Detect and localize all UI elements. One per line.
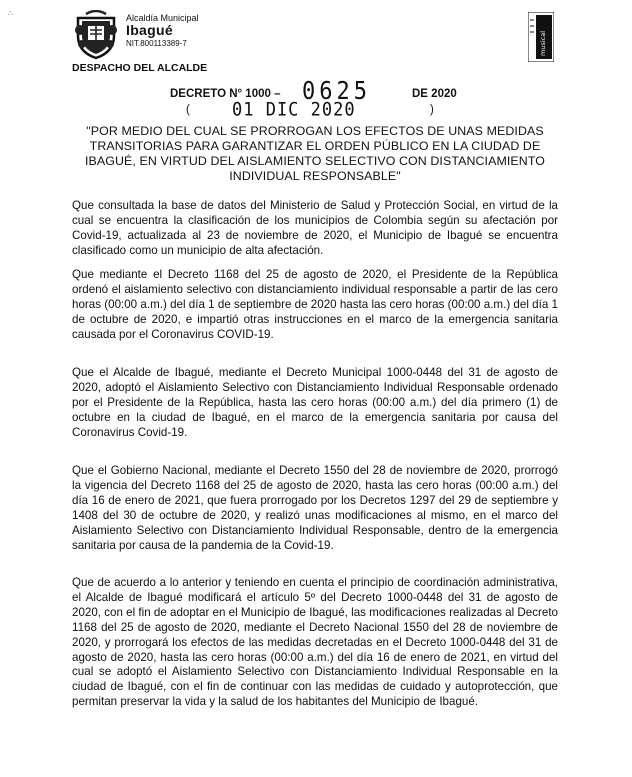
considerando-paragraph: Que el Alcalde de Ibagué, mediante el Decreto Municipal 1000-0448 del 31 de agosto de 2020, adoptó el Aislamiento Selectivo con Distanciamiento Individual Responsable ordenado por el Presidente de la República, hasta las cero horas (00:00 a.m.) del día primero (1) de octubre en la ciudad de Ibagué, en el marco de la emergencia sanitaria por causa del Coronavirus Covid-19. xyxy=(72,366,558,439)
decree-date-line xyxy=(186,100,446,120)
side-logo-text: musical xyxy=(539,30,547,56)
considerando-paragraph: Que de acuerdo a lo anterior y teniendo en cuenta el principio de coordinación administrativa, el Alcalde de Ibagué modificará el artículo 5º del Decreto 1000-0448 del 31 de agosto de 2020, con el fin de adoptar en el Municipio de Ibagué, las modificaciones realizadas al Decreto 1168 del 25 de agosto de 2020, mediante el Decreto Nacional 1550 del 28 de noviembre de 2020, y prorrogará los efectos de las medidas decretadas en el Decreto 1000-0448 del 31 de agosto de 2020, hasta las cero horas (00:00 a.m.) del día 16 de enero de 2021, en virtud del cual se adoptó el Aislamiento Selectivo con Distanciamiento Individual Responsable en la ciudad de Ibagué, con el fin de continuar con las medidas de cuidado y autoprotección, que permitan preservar la vida y la salud de los habitantes del Municipio de Ibagué. xyxy=(72,576,558,709)
city-name: Ibagué xyxy=(126,22,173,39)
organization-block xyxy=(126,14,199,49)
decree-title: "POR MEDIO DEL CUAL SE PRORROGAN LOS EFECTOS DE UNAS MEDIDAS TRANSITORIAS PARA GARANTIZAR EL ORDEN PÚBLICO EN LA CIUDAD DE IBAGUÉ, EN VIRTUD DEL AISLAMIENTO SELECTIVO CON DISTANCIAMIENTO INDIVIDUAL RESPONSABLE" xyxy=(84,124,546,183)
side-brand-logo xyxy=(528,12,554,62)
decree-prefix: DECRETO N° 1000 – xyxy=(170,88,281,100)
considerando-paragraph: Que mediante el Decreto 1168 del 25 de agosto de 2020, el Presidente de la República ordenó el aislamiento selectivo con distanciamiento individual responsable a partir de las cero horas (00:00 a.m.) del día 1 de septiembre de 2020 hasta las cero horas (00:00 a.m.) del día 1 de octubre de 2020, e impartió otras instrucciones en el marco de la emergencia sanitaria causada por el Coronavirus COVID-19. xyxy=(72,268,558,341)
office-name: DESPACHO DEL ALCALDE xyxy=(72,62,208,74)
city-seal-icon xyxy=(72,10,120,60)
date-stamp: 01 DIC 2020 xyxy=(232,99,356,121)
considerando-paragraph: Que el Gobierno Nacional, mediante el Decreto 1550 del 28 de noviembre de 2020, prorrogó la vigencia del Decreto 1168 del 25 de agosto de 2020, hasta las cero horas (00:00 a.m.) del día 16 de enero de 2021, que fuera prorrogado por los Decretos 1297 del 29 de septiembre y 1408 del 30 de octubre de 2020, y realizó unas modificaciones al mismo, en el marco del Aislamiento Selectivo con Distanciamiento Individual Responsable, dentro de la emergencia sanitaria por causa de la pandemia de la Covid-19. xyxy=(72,464,558,552)
date-open-paren: ( xyxy=(186,104,190,116)
decree-year: DE 2020 xyxy=(412,88,457,100)
decree-stamped-number: 0625 xyxy=(302,77,371,106)
nit-number: NIT.800113389-7 xyxy=(126,39,187,49)
scan-mark: ∴ xyxy=(8,9,14,18)
considerando-paragraph: Que consultada la base de datos del Ministerio de Salud y Protección Social, en virtud de la cual se encuentra la clasificación de los municipios de Colombia según su afectación por Covid-19, actualizada al 23 de noviembre de 2020, el Municipio de Ibagué se encuentra clasificado como un municipio de alta afectación. xyxy=(72,199,558,257)
org-name-line: Alcaldía Municipal xyxy=(126,13,199,23)
date-close-paren: ) xyxy=(430,104,434,116)
